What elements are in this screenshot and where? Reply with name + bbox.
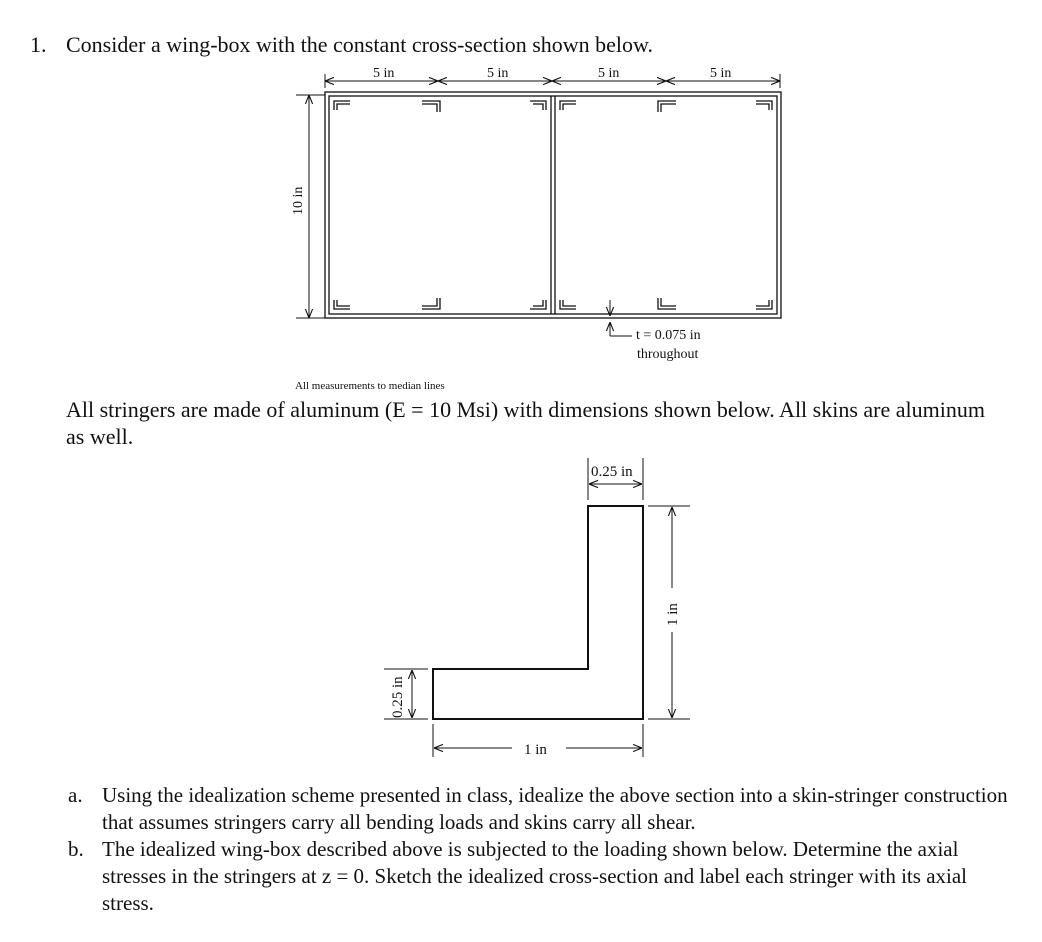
problem-intro: Consider a wing-box with the constant cross-section shown below. [66, 32, 653, 57]
part-a-text: Using the idealization scheme presented in class, idealize the above section into a skin-stringer construction that assumes stringers carry all bending loads and skins carry all shear. [102, 783, 1008, 834]
spacing-label-4: 5 in [710, 66, 732, 81]
wingbox-cross-section [296, 74, 781, 336]
stringer-length-label: 1 in [524, 742, 547, 758]
thickness-note: throughout [637, 347, 699, 362]
part-b-label: b. [68, 837, 84, 861]
problem-number: 1. [30, 32, 47, 57]
part-b-text: The idealized wing-box described above is subjected to the loading shown below. Determine the axial stresses in the stringers at z = 0. Sketch the idealized cross-section and label each stringer with its axial stress. [102, 837, 967, 915]
spacing-label-2: 5 in [487, 66, 509, 81]
stringer-section [384, 458, 690, 757]
stringer-flange-label: 0.25 in [390, 676, 406, 718]
spacing-label-1: 5 in [373, 66, 395, 81]
outer-skin [325, 92, 781, 318]
wingbox-height-label: 10 in [291, 186, 306, 215]
stringer-outline [433, 506, 643, 719]
spacing-label-3: 5 in [598, 66, 620, 81]
part-a-label: a. [68, 783, 83, 807]
stringer-paragraph: All stringers are made of aluminum (E = 10 Msi) with dimensions shown below. All skins are aluminum as well. [66, 397, 985, 449]
thickness-label: t = 0.075 in [636, 328, 701, 343]
stringer-top-width-label: 0.25 in [591, 464, 633, 480]
stringer-height-label: 1 in [665, 603, 681, 626]
median-note: All measurements to median lines [295, 380, 445, 392]
